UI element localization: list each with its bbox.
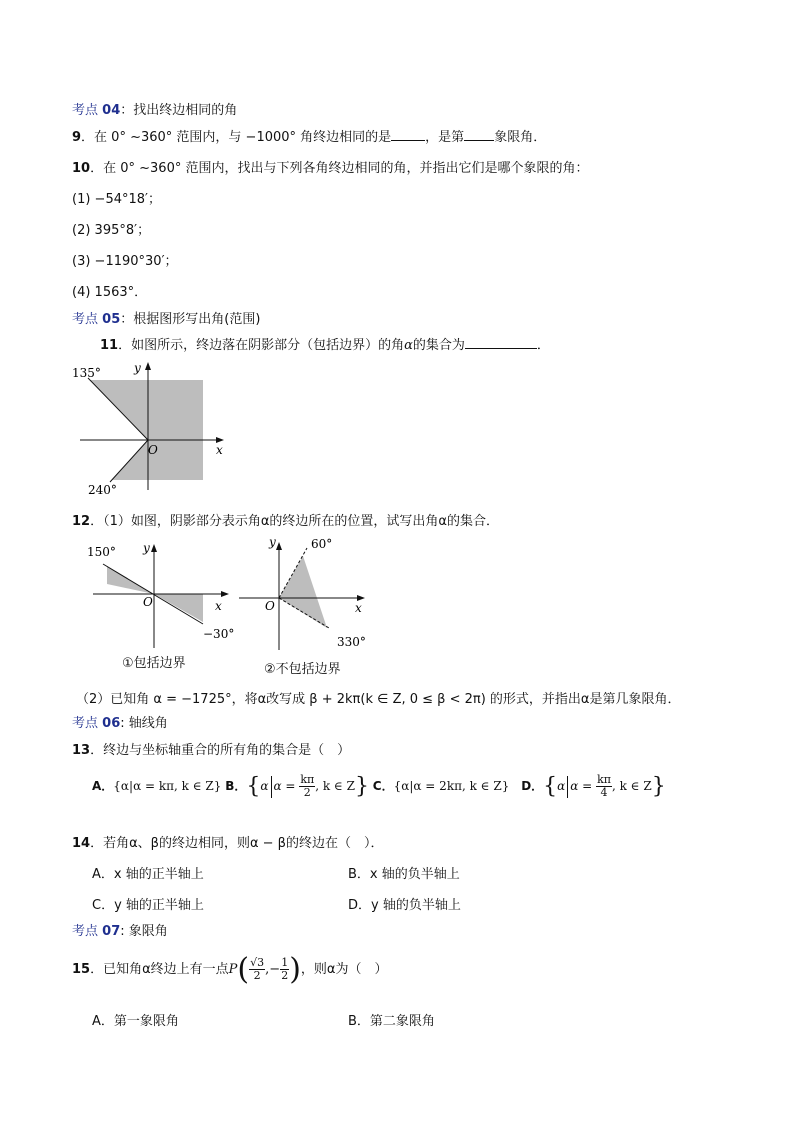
q10-item-1: (1) −54°18′；: [72, 192, 161, 207]
figure-q11: [70, 360, 240, 500]
question-number: 11: [100, 338, 119, 353]
figure-q12-1: [85, 538, 235, 650]
option-expr: , k ∈ Z: [611, 779, 652, 793]
question-text: ．终边与坐标轴重合的所有角的集合是（ ）: [90, 743, 351, 758]
heading-title: : 象限角: [120, 924, 168, 939]
angle-label: 330°: [337, 635, 366, 649]
question-number: 12: [72, 514, 91, 529]
origin-label: O: [143, 595, 153, 609]
heading-title: ：找出终边相同的角: [120, 103, 238, 118]
section-heading-kp06: [72, 712, 168, 731]
angle-label: 135°: [72, 366, 101, 380]
option-c[interactable]: C．y 轴的正半轴上: [92, 898, 204, 913]
heading-number: 07: [102, 924, 121, 939]
fraction: $\frac{k\pi}{2}$: [300, 773, 315, 799]
option-key: D．: [521, 779, 544, 793]
option-b[interactable]: B．{α α = $\frac{k\pi}{2}$ , k ∈ Z}: [225, 773, 369, 799]
heading-label: 考点: [72, 103, 99, 118]
option-key: B．: [225, 779, 247, 793]
question-15: 15．已知角α终边上有一点P( $\frac{√3}{2}$ ,− $\frac{1}{2}$ )，则α为（ ）: [72, 952, 388, 987]
x-label: x: [216, 443, 223, 457]
shaded-region: [279, 556, 327, 628]
heading-title: ：根据图形写出角(范围): [120, 312, 261, 327]
question-number: 15: [72, 962, 91, 977]
question-number: 13: [72, 743, 91, 758]
answer-blank[interactable]: [465, 336, 537, 349]
point-label: P: [228, 962, 238, 977]
angle-label: −30°: [203, 627, 235, 641]
option-c[interactable]: [373, 779, 513, 793]
question-number: 10: [72, 161, 91, 176]
fraction: $\frac{k\pi}{4}$: [597, 773, 611, 799]
heading-label: 考点: [72, 924, 99, 939]
option-a[interactable]: [92, 779, 225, 793]
y-arrow-icon: [145, 362, 151, 370]
y-label: y: [269, 535, 276, 549]
heading-number: 05: [102, 312, 121, 327]
option-expr: α: [260, 779, 269, 793]
heading-number: 04: [102, 103, 121, 118]
question-10: [72, 157, 588, 176]
question-9: [72, 126, 546, 145]
option-key: C．: [372, 779, 394, 793]
question-text: 象限角．: [494, 130, 547, 145]
question-text: ，是第: [425, 130, 465, 145]
question-text: ．若角α、β的终边相同，则α − β的终边在（ ）．: [90, 836, 384, 851]
figure-q12-2: [235, 532, 375, 652]
option-key: A．: [92, 779, 114, 793]
origin-label: O: [265, 599, 275, 613]
q13-options: [92, 774, 666, 799]
section-heading-kp07: [72, 920, 168, 939]
option-expr: α: [557, 779, 566, 793]
q10-item-3: (3) −1190°30′；: [72, 254, 178, 269]
heading-label: 考点: [72, 716, 99, 731]
angle-label: 60°: [311, 537, 333, 551]
question-text: ．如图所示，终边落在阴影部分（包括边界）的角: [118, 338, 405, 353]
option-expr: {α|α = 2kπ, k ∈ Z}: [393, 779, 510, 793]
alpha-symbol: α: [404, 338, 413, 353]
x-arrow-icon: [221, 591, 229, 597]
question-text: ．在 0° ~360° 范围内，找出与下列各角终边相同的角，并指出它们是哪个象限的角：: [90, 161, 589, 176]
answer-blank[interactable]: [391, 128, 425, 141]
question-12-part2: （2）已知角 α = −1725°，将α改写成 β + 2kπ(k ∈ Z, 0 ≤ β < 2π) 的形式，并指出α是第几象限角．: [76, 692, 681, 707]
y-arrow-icon: [276, 542, 282, 550]
y-arrow-icon: [151, 544, 157, 552]
x-label: x: [215, 599, 222, 613]
figure-caption: ②不包括边界: [264, 662, 341, 677]
y-label: y: [143, 541, 150, 555]
option-d[interactable]: D．{α α = $\frac{k\pi}{4}$ , k ∈ Z}: [521, 773, 666, 799]
question-12: [72, 510, 499, 529]
x-label: x: [355, 601, 362, 615]
question-number: 9: [72, 130, 82, 145]
question-text: ，则α为（ ）: [300, 962, 388, 977]
question-13: [72, 739, 350, 758]
question-number: 14: [72, 836, 91, 851]
question-11: [100, 334, 550, 353]
question-text: ．在 0° ~360° 范围内，与 −1000° 角终边相同的是: [81, 130, 392, 145]
answer-blank[interactable]: [464, 128, 494, 141]
fraction: $\frac{1}{2}$: [281, 956, 289, 982]
section-heading-kp04: [72, 99, 237, 118]
option-expr: , k ∈ Z: [315, 779, 355, 793]
section-heading-kp05: [72, 308, 260, 327]
angle-label: 240°: [88, 483, 117, 497]
heading-label: 考点: [72, 312, 99, 327]
option-d[interactable]: D．y 轴的负半轴上: [348, 898, 461, 913]
question-14: [72, 832, 383, 851]
angle-label: 150°: [87, 545, 116, 559]
option-expr: {α|α = kπ, k ∈ Z}: [113, 779, 222, 793]
q10-item-4: (4) 1563°．: [72, 285, 148, 300]
y-label: y: [134, 361, 141, 375]
q10-item-2: (2) 395°8′；: [72, 223, 151, 238]
shaded-region: [148, 380, 203, 480]
option-b[interactable]: B．x 轴的负半轴上: [348, 867, 460, 882]
question-text: ．已知角α终边上有一点: [90, 962, 229, 977]
fraction: $\frac{√3}{2}$: [250, 956, 265, 982]
question-text: 的集合为: [412, 338, 465, 353]
origin-label: O: [148, 443, 158, 457]
option-a[interactable]: A．第一象限角: [92, 1014, 179, 1029]
shaded-region: [154, 594, 203, 622]
heading-number: 06: [102, 716, 121, 731]
figure-caption: ①包括边界: [122, 656, 186, 671]
option-b[interactable]: B．第二象限角: [348, 1014, 435, 1029]
question-text: ．（1）如图，阴影部分表示角α的终边所在的位置，试写出角α的集合．: [90, 514, 500, 529]
question-text: ．: [536, 338, 550, 353]
heading-title: : 轴线角: [120, 716, 168, 731]
option-a[interactable]: A．x 轴的正半轴上: [92, 867, 204, 882]
